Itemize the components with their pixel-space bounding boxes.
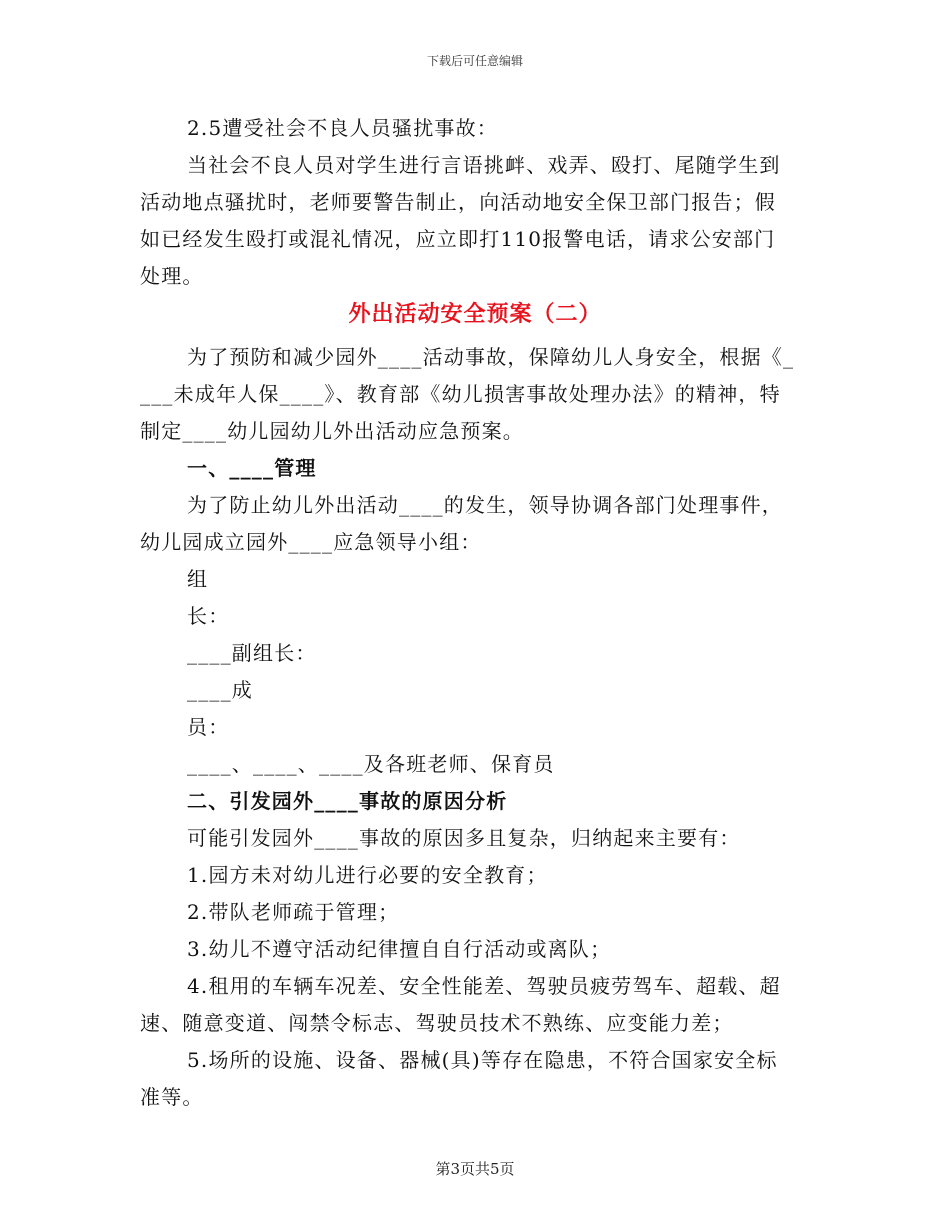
list-item-3: 3.幼儿不遵守活动纪律擅自自行活动或离队；	[187, 937, 612, 961]
paragraph-line: 制定____幼儿园幼儿外出活动应急预案。	[140, 419, 524, 443]
paragraph-line: 为了预防和减少园外____活动事故，保障幼儿人身安全，根据《_	[187, 345, 795, 369]
paragraph-line: 如已经发生殴打或混礼情况，应立即打110报警电话，请求公安部门	[140, 227, 776, 251]
paragraph-line: ___未成年人保____》、教育部《幼儿损害事故处理办法》的精神，特	[140, 382, 781, 406]
list-item-4: 4.租用的车辆车况差、安全性能差、驾驶员疲劳驾车、超载、超	[187, 974, 781, 998]
paragraph-line: 幼儿园成立园外____应急领导小组：	[140, 530, 482, 554]
list-item-1: 1.园方未对幼儿进行必要的安全教育；	[187, 863, 548, 887]
member-label: 员：	[187, 715, 230, 739]
group-leader-label: 长：	[187, 604, 230, 628]
paragraph-line: 为了防止幼儿外出活动____的发生，领导协调各部门处理事件，	[187, 493, 783, 517]
paragraph-line: 活动地点骚扰时，老师要警告制止，向活动地安全保卫部门报告；假	[140, 190, 776, 214]
document-title: 外出活动安全预案（二）	[348, 301, 602, 327]
paragraph-line: 处理。	[140, 264, 204, 288]
page-header: 下载后可任意编辑	[426, 54, 523, 68]
paragraph-line: 当社会不良人员对学生进行言语挑衅、戏弄、殴打、尾随学生到	[187, 153, 781, 177]
paragraph-line: 可能引发园外____事故的原因多且复杂，归纳起来主要有：	[187, 826, 741, 850]
list-item-4-continued: 速、随意变道、闯禁令标志、驾驶员技术不熟练、应变能力差；	[140, 1011, 734, 1035]
deputy-leader-label: ____副组长：	[187, 641, 317, 665]
section-heading-1: 一、____管理	[187, 456, 317, 480]
list-item-5: 5.场所的设施、设备、器械(具)等存在隐患，不符合国家安全标	[187, 1048, 778, 1072]
list-item-2: 2.带队老师疏于管理；	[187, 900, 400, 924]
member-label: ____成	[187, 678, 253, 702]
page-footer: 第3页共5页	[435, 1160, 515, 1178]
list-item-5-continued: 准等。	[140, 1085, 204, 1109]
section-2-5-heading: 2.5遭受社会不良人员骚扰事故：	[187, 116, 499, 140]
group-leader-label: 组	[187, 567, 209, 591]
member-list: ____、____、____及各班老师、保育员	[187, 752, 555, 776]
section-heading-2: 二、引发园外____事故的原因分析	[187, 789, 508, 813]
